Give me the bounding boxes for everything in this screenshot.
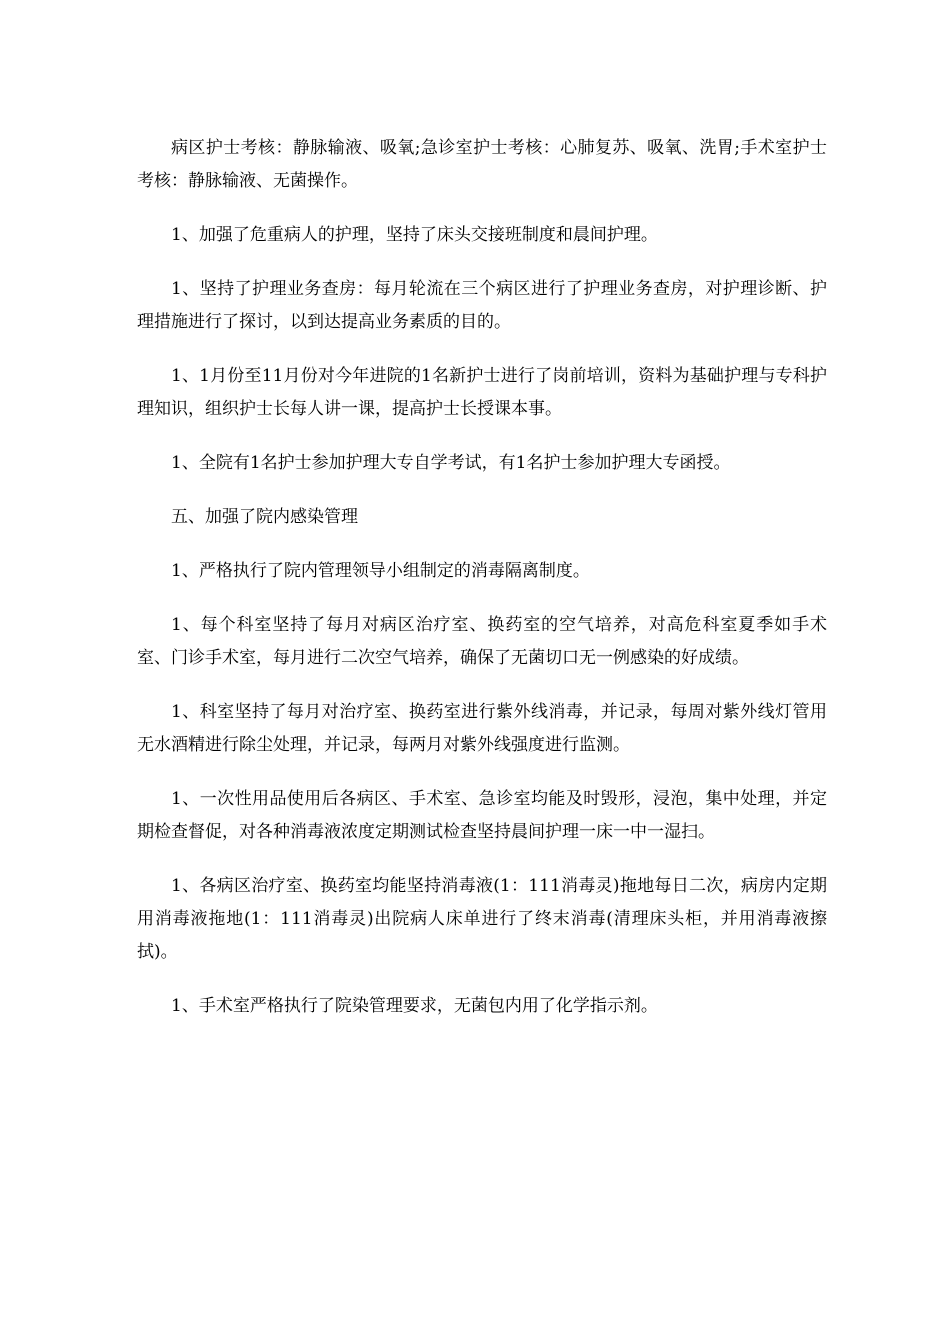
document-body <box>137 132 827 1044</box>
paragraph-ward-rounds: 1、坚持了护理业务查房：每月轮流在三个病区进行了护理业务查房，对护理诊断、护理措施进行了探讨，以到达提高业务素质的目的。 <box>137 279 827 332</box>
paragraph-floor-disinfection: 1、各病区治疗室、换药室均能坚持消毒液(1：111消毒灵)拖地每日二次，病房内定期用消毒液拖地(1：111消毒灵)出院病人床单进行了终末消毒(清理床头柜，并用消毒液擦拭)。 <box>137 876 827 962</box>
paragraph-air-culture: 1、每个科室坚持了每月对病区治疗室、换药室的空气培养，对高危科室夏季如手术室、门诊手术室，每月进行二次空气培养，确保了无菌切口无一例感染的好成绩。 <box>137 615 827 668</box>
paragraph-disposables: 1、一次性用品使用后各病区、手术室、急诊室均能及时毁形，浸泡，集中处理，并定期检查督促，对各种消毒液浓度定期测试检查坚持晨间护理一床一中一湿扫。 <box>137 789 827 842</box>
paragraph-operating-room: 1、手术室严格执行了院染管理要求，无菌包内用了化学指示剂。 <box>171 996 658 1016</box>
paragraph-pre-job-training: 1、1月份至11月份对今年进院的1名新护士进行了岗前培训，资料为基础护理与专科护理知识，组织护士长每人讲一课，提高护士长授课本事。 <box>137 366 827 419</box>
paragraph-critical-care: 1、加强了危重病人的护理，坚持了床头交接班制度和晨间护理。 <box>171 225 658 245</box>
paragraph-exam-summary: 病区护士考核：静脉输液、吸氧;急诊室护士考核：心肺复苏、吸氧、洗胃;手术室护士考核：静脉输液、无菌操作。 <box>137 138 827 191</box>
section-heading-infection-management: 五、加强了院内感染管理 <box>171 507 358 527</box>
paragraph-disinfection-system: 1、严格执行了院内管理领导小组制定的消毒隔离制度。 <box>171 561 590 581</box>
paragraph-uv-disinfection: 1、科室坚持了每月对治疗室、换药室进行紫外线消毒，并记录，每周对紫外线灯管用无水酒精进行除尘处理，并记录，每两月对紫外线强度进行监测。 <box>137 702 827 755</box>
paragraph-college-exam: 1、全院有1名护士参加护理大专自学考试，有1名护士参加护理大专函授。 <box>171 453 731 473</box>
